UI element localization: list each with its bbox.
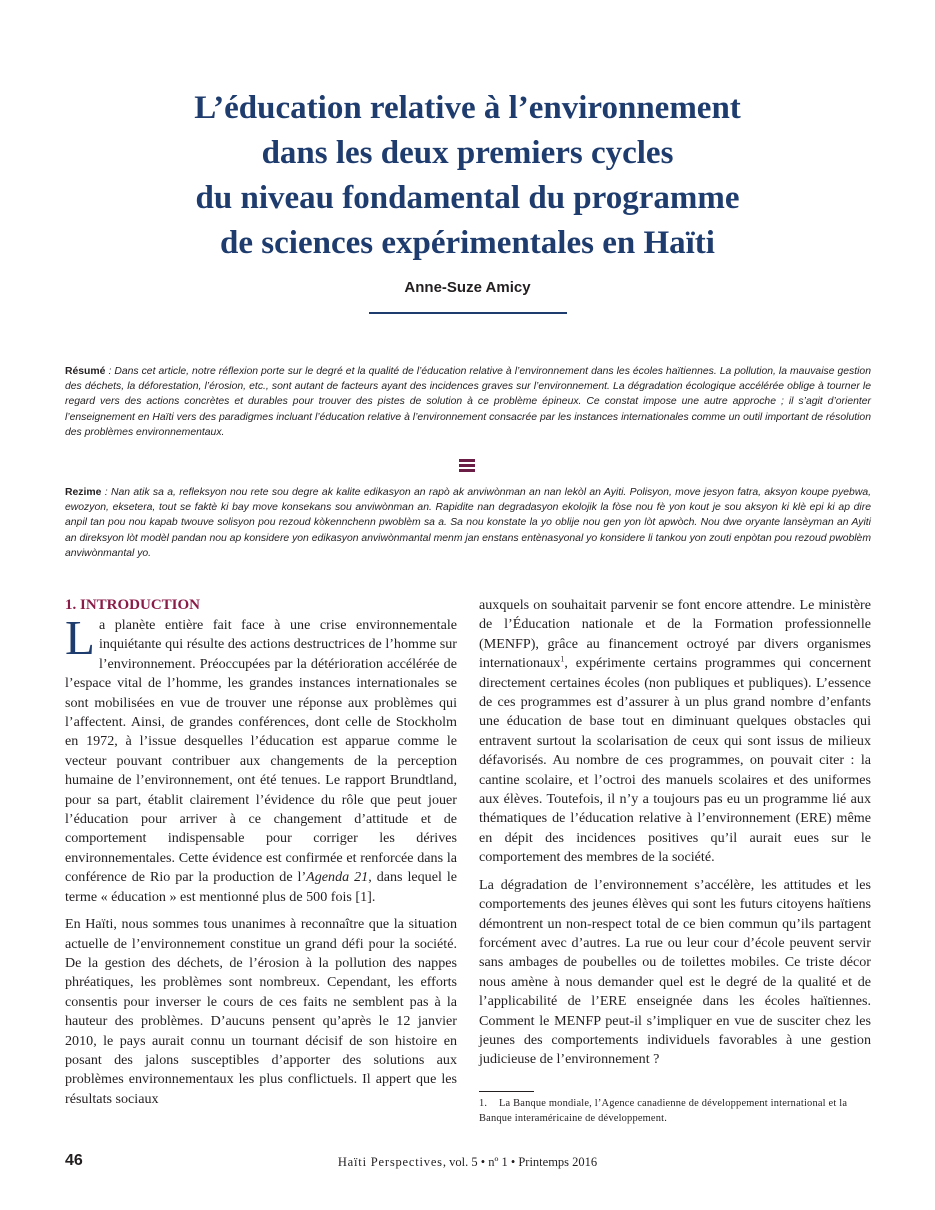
- column-left: [65, 596, 457, 1117]
- abstract-label: Résumé: [65, 366, 106, 377]
- drop-cap: L: [65, 610, 95, 665]
- footnote: [479, 1097, 871, 1126]
- title-line: L’éducation relative à l’environnement: [194, 90, 741, 126]
- page-number: 46: [65, 1152, 83, 1169]
- agenda-21-italic: Agenda 21: [306, 869, 369, 886]
- menu-icon: [459, 459, 475, 473]
- title-line: dans les deux premiers cycles: [261, 135, 674, 171]
- journal-footer: [0, 1155, 935, 1170]
- article-title: [100, 86, 835, 266]
- author-divider: [369, 312, 567, 314]
- title-line: du niveau fondamental du programme: [195, 180, 740, 216]
- footnote-text: La Banque mondiale, l’Agence canadienne de développement international et la Banque interaméricaine de développement.: [479, 1098, 848, 1124]
- paragraph-text: , expérimente certains programmes qui concernent directement certaines écoles (non publiques et publiques). L’essence de ces programmes est d’assurer à un plus grand nombre d’enfants une éducation de base tout en diminuant quelques obstacles qui entravent surtout la scolarisation de ceux qui sont issus de milieux défavorisés. Au nombre de ces programmes, on pouvait citer : la cantine scolaire, et l’octroi des manuels scolaires et des uniformes aux élèves. Toutefois, il n’y a toujours pas eu un programme lié aux thématiques de l’éducation relative à l’environnement (ERE) même en dépit des incidences positives qu’il aurait eues sur le comportement des membres de la société.: [479, 655, 871, 866]
- abstract-text: : Dans cet article, notre réflexion porte sur le degré et la qualité de l’éducation relative à l’environnement dans les écoles haïtiennes. La pollution, la mauvaise gestion des déchets, la déforestation, l’érosion, etc., sont autant de facteurs ayant des incidences graves sur l’environnement. La dégradation écologique accélérée oblige à tourner le regard vers des actions concrètes et durables pour trouver des pistes de solution à ce problème épineux. Ce constat impose une autre approche ; il s’agit d’orienter l’enseignement en Haïti vers des paradigmes incluant l’éducation relative à l’environnement consacrée par les instances internationales comme un outil important de résolution des problèmes environnementaux.: [65, 366, 871, 438]
- paragraph: La dégradation de l’environnement s’accélère, les attitudes et les comportements des jeunes élèves qui sont les futurs citoyens haïtiens démontrent un non-respect total de ce bien commun qu’ils partagent forcément avec d’autres. La rue ou leur cour d’école peuvent servir sans ambages de poubelles ou de toilettes mobiles. Ce triste décor nous amène à nous demander quel est le degré de la qualité et de l’applicabilité de l’ERE enseignée dans les écoles haïtiennes. Comment le MENFP peut-il s’impliquer en vue de susciter chez les jeunes des comportements individuels favorables à une gestion judicieuse de l’environnement ?: [479, 876, 871, 1068]
- footnote-ref[interactable]: 1: [560, 654, 565, 664]
- abstract-french: [65, 364, 871, 440]
- title-line: de sciences expérimentales en Haïti: [220, 225, 715, 261]
- paragraph-text: auxquels on souhaitait parvenir se font encore attendre. Le ministère de l’Éducation nationale et de la Formation professionnelle (MENFP), grâce au financement octroyé par divers organismes internationaux: [479, 597, 871, 672]
- paragraph: En Haïti, nous sommes tous unanimes à reconnaître que la situation actuelle de l’environnement constitue un grand défi pour la société. De la gestion des déchets, de l’érosion à la pollution des nappes phréatiques, les problèmes sont nombreux. Cependant, les efforts consentis pour inverser le cours de ces faits ne semblent pas à la hauteur des problèmes. D’aucuns pensent qu’après le 12 janvier 2010, le pays aurait connu un tournant décisif de son histoire en posant des jalons susceptibles d’apporter des solutions aux problèmes environnementaux les plus conflictuels. Il appert que les résultats sociaux: [65, 916, 457, 1107]
- paragraph: [65, 610, 457, 907]
- abstract-label: Rezime: [65, 487, 102, 498]
- abstract-text: : Nan atik sa a, refleksyon nou rete sou degre ak kalite edikasyon an rapò ak anviwònman an nan lekòl an Ayiti. Polisyon, move jesyon fatra, aksyon koupe pyebwa, ewozyon, eksetera, tout se faktè ki bay move konsekans sou anviwònman an. Rapidite nan degradasyon ekolojik la fòse nou fè yon kout je sou aksyon ki klè epi ki ap dire anpil tan pou nou kapab twouve solisyon pou rezoud kòkennchenn pwoblèm sa a. Sa nou konstate la yo oblije nou gen yon lòt apwòch. Nou dwe oryante lansèyman an Ayiti an direksyon lòt modèl pandan nou ap konsidere yon edikasyon anviwònmantal menm jan enstans entènasyonal yo konsidere li tankou yon zouti enpòtan pou rezoud pwoblèm anviwònmantal yo.: [65, 487, 871, 559]
- journal-issue: , vol. 5 • nº 1 • Printemps 2016: [442, 1155, 598, 1169]
- author-name: Anne-Suze Amicy: [404, 279, 531, 296]
- paragraph-text: , dans lequel le terme « éducation » est mentionné plus de 500 fois [1].: [65, 869, 457, 905]
- section-heading: 1. INTRODUCTION: [65, 597, 201, 613]
- paragraph-text: a planète entière fait face à une crise environnementale inquiétante qui résulte des actions destructrices de l’homme sur l’environnement. Préoccupées par la détérioration accélérée de l’espace vital de l’homme, les grandes instances internationales se sont mobilisées en vue de trouver une réponse aux problèmes qui l’affectent. Ainsi, de grandes conférences, dont celle de Stockholm en 1972, à l’issue desquelles l’éducation est apparue comme le vecteur pouvant contribuer aux changements de la perception humaine de l’environnement, ont été tenues. Le rapport Brundtland, pour sa part, établit clairement l’évidence du rôle que peut jouer l’éducation pour arriver à ce changement d’attitude et de comportement indispensable pour corriger les dérives environnementales. Cette évidence est confirmée et renforcée dans la conférence de Rio par la production de l’: [65, 617, 457, 886]
- journal-name: Haïti Perspectives: [337, 1155, 443, 1169]
- abstract-creole: [65, 485, 871, 561]
- footnote-number: 1.: [479, 1098, 488, 1109]
- paragraph: [479, 596, 871, 868]
- column-right: [479, 596, 871, 1078]
- footnote-divider: [479, 1091, 534, 1092]
